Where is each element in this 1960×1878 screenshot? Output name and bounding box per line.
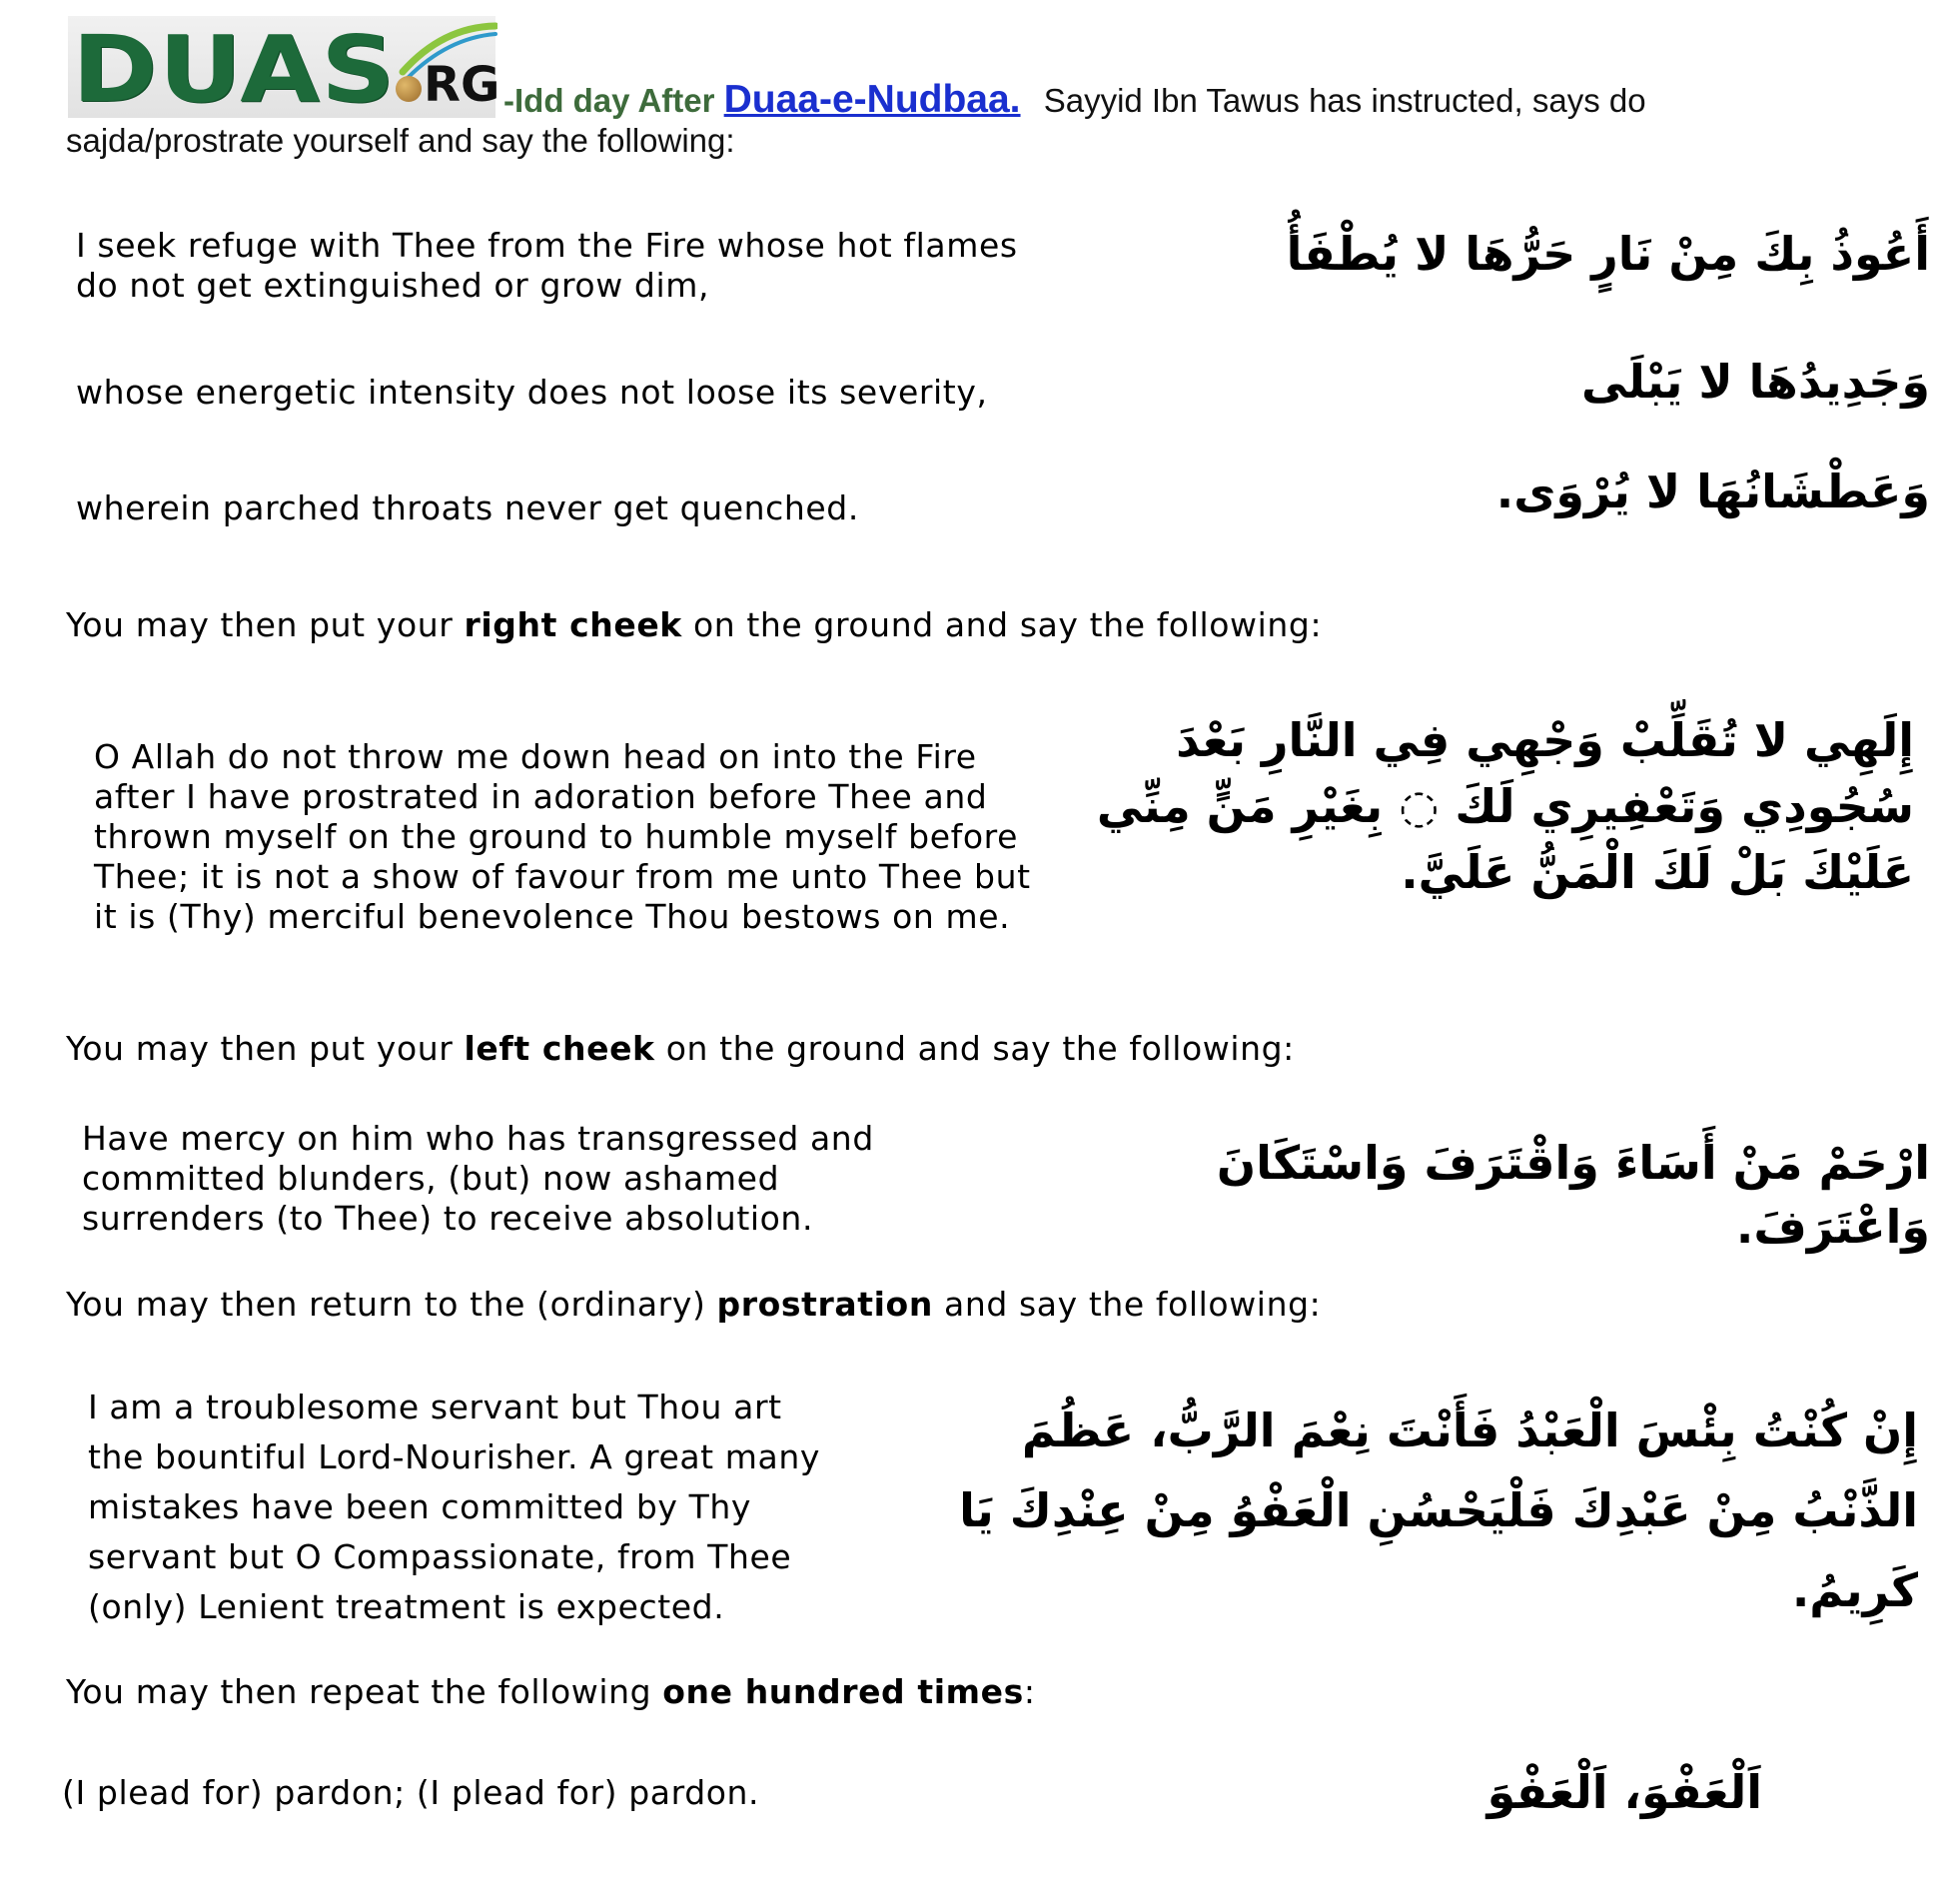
arabic-1: أَعُوذُ بِكَ مِنْ نَارٍ حَرُّهَا لا يُطْفَأُ: [1286, 227, 1930, 281]
emphasis-hundred-times: one hundred times: [662, 1672, 1024, 1711]
arabic-5: ارْحَمْ مَنْ أَسَاءَ وَاقْتَرَفَ وَاسْتَكَانَ وَاعْتَرَفَ.: [1216, 1136, 1930, 1254]
duaa-nudbaa-link[interactable]: Duaa-e-Nudbaa.: [723, 78, 1021, 121]
translation-5: Have mercy on him who has transgressed and committed blunders, (but) now ashamed surrenders (to Thee) to receive absolution.: [82, 1119, 874, 1238]
idd-label: -Idd day After: [503, 82, 715, 119]
translation-3: wherein parched throats never get quenched.: [76, 488, 859, 527]
arabic-7: اَلْعَفْوَ، اَلْعَفْوَ: [1486, 1765, 1762, 1819]
instruction-hundred-times: You may then repeat the following one hundred times:: [66, 1672, 1036, 1711]
arabic-3: وَعَطْشَانُهَا لا يُرْوَى.: [1495, 465, 1930, 518]
logo-wordmark: DUAS: [72, 16, 397, 123]
instruction-right-cheek: You may then put your right cheek on the ground and say the following:: [66, 605, 1323, 644]
instruction-prostration: You may then return to the (ordinary) prostration and say the following:: [66, 1285, 1322, 1324]
intro-instruction: Sayyid Ibn Tawus has instructed, says do sajda/prostrate yourself and say the following:: [66, 82, 1646, 159]
logo-tld: RG: [424, 57, 500, 113]
instruction-left-cheek: You may then put your left cheek on the ground and say the following:: [66, 1029, 1295, 1068]
arabic-4: إِلَهِي لا تُقَلِّبْ وَجْهِي فِي النَّارِ بَعْدَ سُجُودِي وَتَعْفِيرِي لَكَ ◌ بِغَيْرِ مَنٍّ مِنِّي عَلَيْكَ بَلْ لَكَ الْمَنُّ عَلَيَّ.: [1096, 713, 1914, 899]
translation-6: I am a troublesome servant but Thou art the bountiful Lord-Nourisher. A great many mistakes have been committed by Thy servant but O Compassionate, from Thee (only) Lenient treatment is expected.: [88, 1388, 821, 1626]
emphasis-left-cheek: left cheek: [464, 1029, 655, 1068]
translation-1: I seek refuge with Thee from the Fire whose hot flames do not get extinguished or grow dim,: [76, 226, 1018, 305]
arabic-6: إِنْ كُنْتُ بِئْسَ الْعَبْدُ فَأَنْتَ نِعْمَ الرَّبُّ، عَظُمَ الذَّنْبُ مِنْ عَبْدِكَ فَلْيَحْسُنِ الْعَفْوُ مِنْ عِنْدِكَ يَا كَرِيمُ.: [959, 1404, 1918, 1617]
intro-paragraph: [66, 80, 1764, 161]
emphasis-right-cheek: right cheek: [464, 605, 682, 644]
arabic-2: وَجَدِيدُهَا لا يَبْلَى: [1581, 355, 1930, 409]
translation-7: (I plead for) pardon; (I plead for) pardon.: [62, 1773, 760, 1812]
emphasis-prostration: prostration: [716, 1285, 933, 1324]
translation-4: O Allah do not throw me down head on into the Fire after I have prostrated in adoration before Thee and thrown myself on the ground to humble myself before Thee; it is not a show of favour from me unto Thee but it is (Thy) merciful benevolence Thou bestows on me.: [94, 737, 1031, 936]
translation-2: whose energetic intensity does not loose its severity,: [76, 373, 988, 412]
